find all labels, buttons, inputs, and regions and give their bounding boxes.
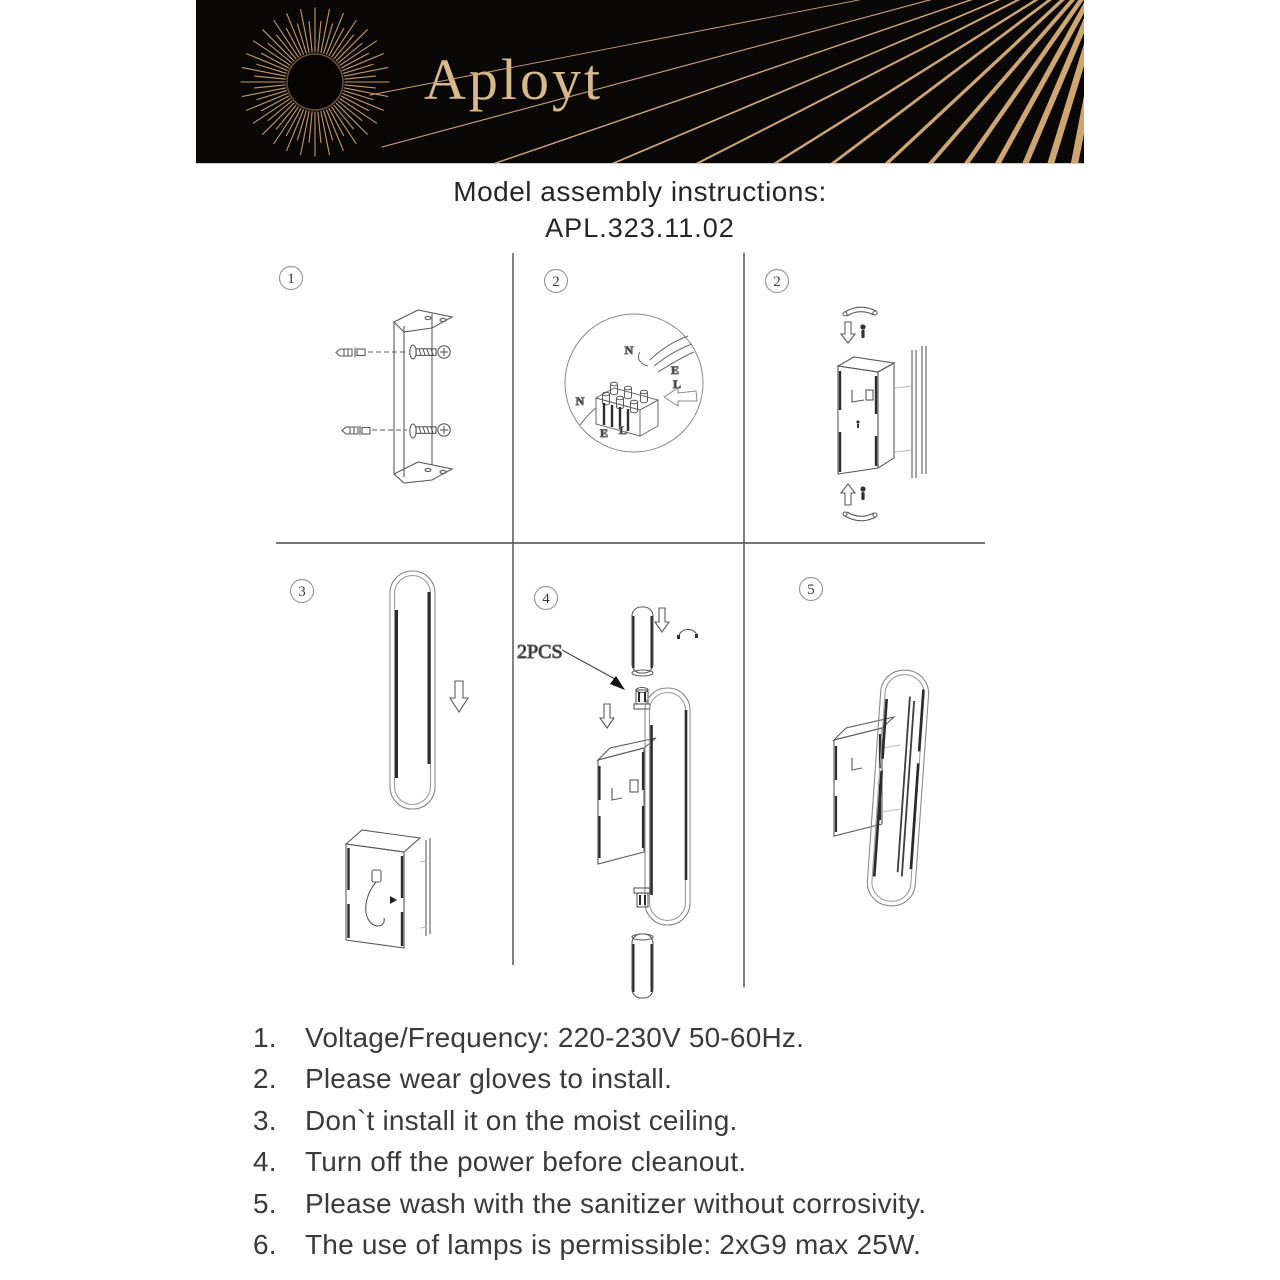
- panel-3-number: [766, 270, 789, 293]
- instruction-text: Don`t install it on the moist ceiling.: [305, 1104, 738, 1136]
- pcs-note: 2PCS: [517, 641, 563, 663]
- instruction-item: [253, 1229, 1093, 1261]
- instruction-text: The use of lamps is permissible: 2xG9 max 25W.: [305, 1229, 922, 1261]
- instruction-text: Turn off the power before cleanout.: [305, 1146, 747, 1178]
- panel-3-body-endcaps: [838, 307, 926, 521]
- instruction-list: [253, 1022, 1093, 1271]
- model-code: APL.323.11.02: [545, 213, 735, 243]
- svg-text:3: 3: [298, 584, 306, 600]
- instruction-text: Please wear gloves to install.: [305, 1063, 673, 1095]
- model-title: Model assembly instructions:: [453, 176, 827, 207]
- step-badges: [280, 267, 823, 610]
- wire-label-n-top: N: [624, 343, 634, 357]
- small-screw-icon: [860, 486, 865, 500]
- svg-text:5: 5: [807, 582, 815, 598]
- instruction-text: Voltage/Frequency: 220-230V 50-60Hz.: [305, 1022, 805, 1053]
- panel-4-ring-slide: [346, 571, 468, 948]
- instruction-item: [253, 1188, 1093, 1220]
- arrow-down-icon: [600, 704, 614, 728]
- svg-text:4: 4: [542, 591, 550, 607]
- svg-text:1: 1: [287, 271, 295, 287]
- instruction-number: 1.: [253, 1022, 277, 1053]
- callout-arrow: [562, 650, 625, 690]
- arrow-down-icon: [655, 608, 669, 632]
- instruction-number: 3.: [253, 1104, 277, 1136]
- wall-body-with-cable: [346, 830, 430, 948]
- wire-label-n-left: N: [575, 394, 585, 408]
- screw-icon: [416, 424, 450, 436]
- wire-label-l-right: L: [672, 377, 682, 391]
- instruction-item: [253, 1146, 1093, 1178]
- brand-name: Aployt: [424, 47, 604, 112]
- instruction-number: 5.: [253, 1187, 277, 1219]
- panel-4-number: [291, 580, 314, 603]
- ring-side-profile: [420, 838, 430, 936]
- wire-label-e-right: E: [670, 363, 680, 377]
- panel-2-wiring-detail: [565, 314, 703, 452]
- small-screw-icon: [860, 324, 865, 338]
- oval-ring: [390, 571, 435, 809]
- panel-5-number: [535, 587, 558, 610]
- wall-anchor-icon: [336, 348, 365, 358]
- clip-icon: [677, 629, 698, 639]
- wire-label-e-bottom: E: [599, 426, 609, 440]
- ring-side-profile: [894, 346, 926, 478]
- panel-1-number: [280, 267, 303, 290]
- end-cap-top: [843, 307, 877, 316]
- arrow-down-icon: [841, 322, 855, 343]
- arrow-up-icon: [841, 484, 855, 505]
- wire-label-l-bottom: L: [618, 423, 628, 437]
- panel-2-number: [545, 270, 568, 293]
- lamp-body: [838, 357, 894, 474]
- arrow-down-icon: [450, 681, 468, 712]
- lamp-tube-top: [632, 607, 653, 676]
- lamp-tube-bottom: [632, 934, 653, 998]
- g9-socket-icon: [634, 888, 650, 907]
- g9-socket-icon: [634, 688, 650, 710]
- wall-anchor-icon: [342, 426, 370, 436]
- instruction-item: [253, 1022, 1093, 1054]
- screw-icon: [416, 346, 450, 358]
- mounting-bracket: [394, 310, 452, 483]
- svg-text:2: 2: [773, 274, 781, 290]
- instruction-item: [253, 1063, 1093, 1095]
- instruction-number: 4.: [253, 1146, 277, 1178]
- svg-text:2: 2: [552, 274, 560, 290]
- panel-1-bracket-mounting: [336, 310, 452, 483]
- panel-5-lamp-install: [517, 607, 698, 998]
- panel-6-assembled-lamp: [834, 669, 930, 908]
- panel-dividers: [276, 253, 985, 987]
- instruction-number: 2.: [253, 1063, 277, 1095]
- instruction-text: Please wash with the sanitizer without corrosivity.: [305, 1187, 927, 1219]
- panel-6-number: [800, 578, 823, 601]
- instruction-number: 6.: [253, 1229, 277, 1261]
- assembled-body: [598, 738, 656, 864]
- oval-ring-assembled: [866, 669, 930, 908]
- end-cap-bottom: [843, 512, 877, 521]
- instruction-item: [253, 1105, 1093, 1137]
- detail-circle: [565, 314, 703, 452]
- oval-ring-partial: [645, 688, 690, 925]
- wall-body: [834, 717, 900, 836]
